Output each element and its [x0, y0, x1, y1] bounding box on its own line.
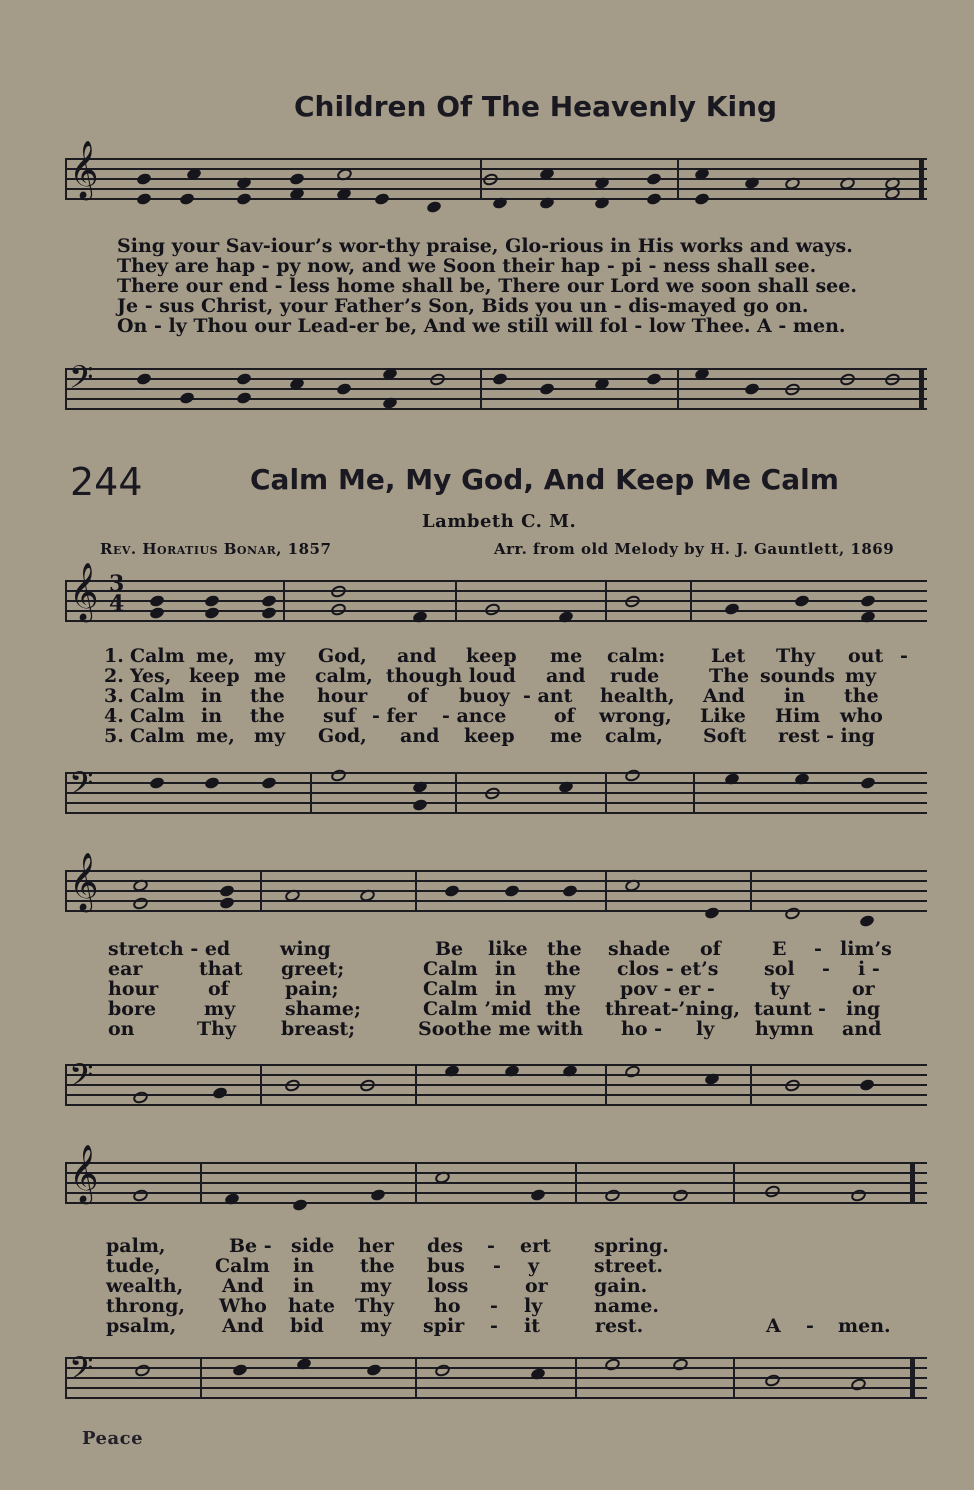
amen-men: men.: [838, 1315, 891, 1337]
prev-hymn-title: Children Of The Heavenly King: [294, 90, 778, 123]
system1-bass-staff: [65, 760, 927, 820]
hymn-title: Calm Me, My God, And Keep Me Calm: [250, 463, 839, 496]
time-signature: 3 4: [109, 571, 125, 617]
hymnal-page: Children Of The Heavenly King 𝄞 Sing your Sav-iour’s wor-thy praise, Glo-rious in His works and ways. They are hap - py now, and we Soon their hap - pi - ness shall see. There our end - less home shall be, There our Lord we soon shall see. Je - sus Christ, your Father’s Son, Bids you un - dis-mayed go on. On - ly Thou our Lead-er be, And we still will fol - low Thee. A - men. 𝄢 244 Calm Me, My God, And Keep Me Calm Lambeth C. M. Rev. Horatius Bonar, 1857 Arr. from old Melody by H. J. Gauntlett, 1869 𝄞 3 4 1. Calm me, my God, and keep me calm: Let Thy out - 2. Yes, keep me calm, though loud and rude The sounds my 3. Calm in the hour of buoy - ant health, And in the 4. Calm in the suf - fer - ance of wrong, Like Him who 5. Calm me, my God, and keep me calm, Soft rest - ing 𝄢 𝄞 stretch - ed wing Be like the shade of E - lim’s ear that greet; Calm in the clos - et’s sol - i - hour of pain; Calm in my pov - er - ty or bore my shame; Calm ’mid the threat-’ning, taunt - ing on Thy breast; Soothe me with ho - ly hymn and 𝄢 𝄞 palm, Be - side her des - ert spring. tude, Calm in the bus - y street. wealth, And in my loss or gain. throng, Who hate Thy ho - ly name. psalm, And bid my spir - it rest. A - men. 𝄢 Peace: [0, 0, 974, 1490]
bass-clef-icon: 𝄢: [69, 1350, 94, 1394]
prev-treble-staff: [65, 140, 927, 210]
system3-treble-staff: [65, 1144, 927, 1210]
system2-bass-staff: [65, 1052, 927, 1112]
amen-dash: -: [806, 1315, 814, 1337]
bass-clef-icon: 𝄢: [69, 1057, 94, 1101]
system2-treble-staff: [65, 852, 927, 918]
tune-name: Lambeth C. M.: [422, 511, 577, 532]
system3-bass-staff: [65, 1345, 927, 1405]
prev-lyric-line: Je - sus Christ, your Father’s Son, Bids you un - dis-mayed go on.: [117, 295, 809, 317]
bass-clef-icon: 𝄢: [69, 359, 94, 403]
system1-treble-staff: [65, 562, 927, 628]
prev-lyric-line: On - ly Thou our Lead-er be, And we still will fol - low Thee. A - men.: [117, 315, 846, 337]
page-footer-label: Peace: [82, 1428, 144, 1449]
treble-clef-icon: 𝄞: [69, 140, 99, 198]
arranger-credit: Arr. from old Melody by H. J. Gauntlett, 1869: [494, 540, 895, 558]
treble-clef-icon: 𝄞: [69, 562, 99, 620]
author-credit: Rev. Horatius Bonar, 1857: [100, 540, 332, 558]
bass-clef-icon: 𝄢: [69, 765, 94, 809]
prev-lyric-line: Sing your Sav-iour’s wor-thy praise, Glo-rious in His works and ways.: [117, 235, 853, 257]
treble-clef-icon: 𝄞: [69, 852, 99, 910]
prev-lyric-line: They are hap - py now, and we Soon their hap - pi - ness shall see.: [117, 255, 817, 277]
amen-a: A: [766, 1315, 781, 1337]
prev-bass-staff: [65, 360, 927, 420]
hymn-number: 244: [70, 460, 143, 504]
treble-clef-icon: 𝄞: [69, 1144, 99, 1202]
prev-lyric-line: There our end - less home shall be, There our Lord we soon shall see.: [117, 275, 857, 297]
